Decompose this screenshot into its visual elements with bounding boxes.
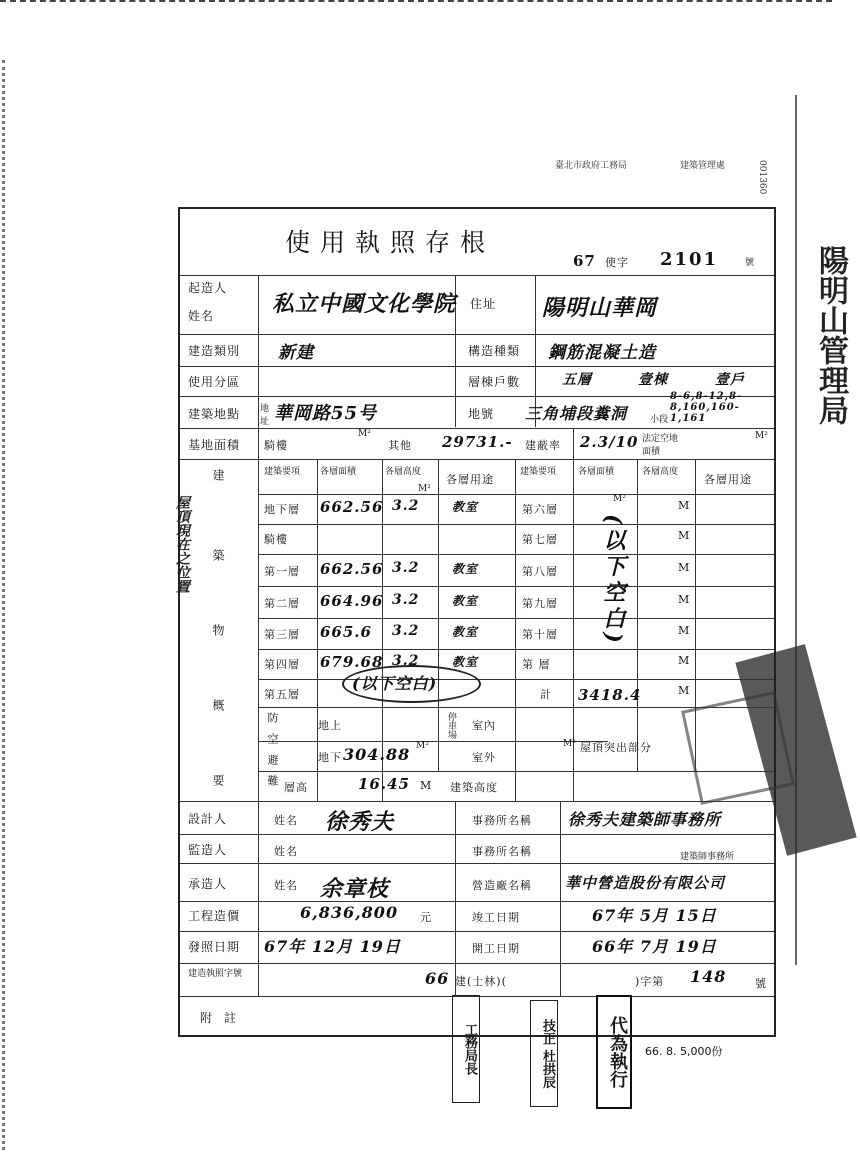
unit-m: M	[678, 593, 691, 606]
print-run-note: 66. 8. 5,000份	[645, 1045, 723, 1058]
unit-m: M	[678, 561, 691, 574]
right-margin-mark: 陽明山管理局	[813, 245, 848, 425]
row-line	[180, 901, 774, 902]
supervisor-office: 建築師事務所	[680, 852, 735, 862]
floor-use: 教室	[452, 500, 479, 514]
unit-m2: M²	[613, 494, 626, 504]
col-line	[515, 459, 516, 801]
unit-m: M	[678, 624, 691, 637]
floor-height: 3.2	[392, 560, 420, 576]
applicant-name: 私立中國文化學院	[272, 291, 457, 317]
supervisor-label: 監造人	[188, 843, 228, 857]
top-stamp-text-2: 建築管理處	[680, 161, 726, 171]
location-value: 華岡路55号	[274, 403, 378, 424]
shelter-above-label: 地上	[318, 719, 342, 732]
buildings-value: 壹棟	[638, 372, 668, 388]
location-label: 建築地點	[188, 407, 241, 421]
shelter-below-value: 304.88	[343, 745, 411, 764]
coverage-label: 建蔽率	[525, 439, 561, 452]
unit-m: M	[678, 499, 691, 512]
row-line	[258, 586, 774, 587]
building-height-label: 建築高度	[450, 781, 498, 794]
header-use: 各層用途	[446, 473, 494, 486]
seal-bureau-chief: 工務局長	[452, 995, 480, 1103]
start-date-label: 開工日期	[472, 942, 520, 955]
row-line	[180, 459, 774, 460]
row-line	[180, 366, 774, 367]
vertical-label-4: 概	[211, 699, 225, 712]
permit-char-2: )字第	[635, 975, 665, 988]
category-label: 建造類別	[188, 344, 241, 358]
blank-note: (以下空白)	[352, 674, 438, 693]
permit-stub-form	[178, 207, 776, 1037]
parking-label: 停車場	[446, 712, 456, 739]
floors-value: 五層	[562, 372, 592, 388]
row-line	[258, 494, 774, 495]
contractor-company: 華中營造股份有限公司	[565, 874, 726, 892]
cost-label: 工程造價	[188, 909, 241, 923]
floor-name-2: 第六層	[522, 503, 558, 516]
header-area: 各層面積	[320, 467, 357, 477]
vertical-label-5: 要	[211, 774, 225, 787]
floor-area: 664.96	[320, 592, 384, 610]
row-line	[180, 801, 774, 802]
start-date: 66年 7月 19日	[592, 937, 717, 956]
floor-name-2: 第七層	[522, 533, 558, 546]
unit-m: M	[678, 529, 691, 542]
floor-name: 第一層	[264, 565, 300, 578]
supervisor-office-label: 事務所名稱	[472, 845, 532, 858]
header-item-2: 建築要項	[520, 467, 557, 477]
seal-engineer: 技正 杜拱辰	[530, 1000, 558, 1107]
other-label: 其他	[388, 439, 412, 452]
arcade-unit: M²	[358, 429, 371, 439]
arcade-label: 騎樓	[264, 439, 288, 452]
applicant-label-2: 姓名	[188, 309, 215, 323]
floor-height-label: 層高	[284, 781, 308, 794]
doc-year: 67	[573, 252, 596, 270]
header-height: 各層高度	[385, 467, 422, 477]
floor-use: 教室	[452, 625, 479, 639]
cost-value: 6,836,800	[300, 903, 399, 922]
floor-use: 教室	[452, 562, 479, 576]
col-line	[455, 801, 456, 996]
floor-name-2: 第九層	[522, 597, 558, 610]
top-stamp-text-1: 臺北市政府工務局	[555, 161, 628, 171]
doc-suffix: 號	[745, 258, 755, 268]
notes-label: 附註	[200, 1011, 249, 1025]
floor-name: 第五層	[264, 688, 300, 701]
scan-edge	[0, 0, 832, 5]
floor-area: 679.68	[320, 653, 384, 671]
parking-indoor: 室內	[472, 719, 496, 732]
vertical-label-2: 築	[211, 549, 225, 562]
permit-number: 148	[690, 967, 727, 986]
address-small-label: 地址	[260, 404, 270, 427]
designer-name: 徐秀夫	[325, 809, 395, 835]
floor-use: 教室	[452, 655, 479, 669]
legal-open-label: 法定空地面積	[642, 434, 679, 457]
vertical-label-1: 建	[211, 469, 225, 481]
row-line	[258, 679, 774, 680]
unit-m: M	[678, 654, 691, 667]
floor-name: 第二層	[264, 597, 300, 610]
col-line	[560, 801, 561, 996]
shelter-below-label: 地下	[318, 751, 342, 764]
floor-name-2: 第十層	[522, 628, 558, 641]
shelter-label: 防空避難	[266, 712, 279, 796]
designer-office: 徐秀夫建築師事務所	[568, 810, 722, 829]
doc-number: 2101	[660, 249, 719, 270]
issue-date-label: 發照日期	[188, 940, 241, 954]
top-stamp-number: 001360	[757, 160, 767, 195]
lot-numbers: 8-6,8-12,8-8,160,160-1,161	[670, 391, 743, 424]
parking-unit: M²	[563, 739, 576, 749]
header-item: 建築要項	[264, 467, 301, 477]
row-line	[258, 649, 774, 650]
roof-label: 屋頂突出部分	[580, 741, 652, 754]
floor-name: 地下層	[264, 503, 300, 516]
completion-date: 67年 5月 15日	[592, 906, 717, 925]
row-line	[258, 618, 774, 619]
header-height-2: 各層高度	[642, 467, 679, 477]
row-line	[180, 334, 774, 335]
blank-note-vertical: (以下空白)	[600, 514, 626, 647]
scan-left-edge	[2, 60, 9, 1150]
total-area: 3418.4	[578, 686, 642, 704]
floor-name: 騎樓	[264, 533, 288, 546]
floor-height: 3.2	[392, 498, 420, 514]
left-margin-note: 屋頂現在之位置	[174, 495, 190, 593]
legal-open-unit: M²	[755, 431, 768, 441]
contractor-label: 承造人	[188, 877, 228, 891]
floor-height: 3.2	[392, 592, 420, 608]
permit-no-label: 建造執照字號	[188, 969, 243, 979]
issue-date: 67年 12月 19日	[264, 937, 401, 956]
vertical-label-3: 物	[211, 624, 225, 637]
floor-height: 3.2	[392, 653, 420, 669]
floor-area: 662.56	[320, 560, 384, 578]
floor-name-2: 第 層	[522, 658, 551, 671]
structure-label: 構造種類	[468, 344, 521, 358]
permit-char: 建(士林)(	[455, 975, 507, 988]
contractor-name: 余章枝	[320, 876, 390, 902]
applicant-label-1: 起造人	[188, 281, 228, 295]
row-line	[180, 931, 774, 932]
top-stamp	[555, 160, 775, 205]
form-title: 使用執照存根	[285, 228, 496, 257]
site-area-label: 基地面積	[188, 438, 241, 452]
floor-name: 第三層	[264, 628, 300, 641]
unit-m: M	[678, 684, 691, 697]
lot-value: 三角埔段糞洞	[525, 404, 628, 423]
header-area-2: 各層面積	[578, 467, 615, 477]
designer-office-label: 事務所名稱	[472, 814, 532, 827]
header-use-2: 各層用途	[704, 473, 752, 486]
permit-year: 66	[425, 969, 450, 988]
contractor-name-label: 姓名	[274, 879, 298, 892]
col-line	[438, 459, 439, 771]
overlay-stamp	[681, 691, 795, 805]
permit-suffix: 號	[755, 977, 767, 990]
doc-char: 使字	[605, 256, 629, 269]
floor-height: 3.2	[392, 623, 420, 639]
lot-label: 地號	[468, 407, 495, 421]
floor-use: 教室	[452, 594, 479, 608]
row-line	[180, 863, 774, 864]
structure-value: 鋼筋混凝土造	[548, 343, 656, 363]
row-line	[180, 963, 774, 964]
parking-outdoor: 室外	[472, 751, 496, 764]
designer-label: 設計人	[188, 812, 228, 826]
floor-name-2: 計	[540, 688, 552, 701]
units-value: 壹戶	[715, 372, 745, 388]
floor-name-2: 第八層	[522, 565, 558, 578]
other-value: 29731.-	[442, 433, 513, 451]
supervisor-name-label: 姓名	[274, 845, 298, 858]
floor-height-value: 16.45	[358, 775, 410, 793]
floor-height-unit: M	[420, 779, 433, 792]
col-line	[637, 459, 638, 771]
floor-area: 665.6	[320, 623, 372, 641]
shelter-unit: M²	[416, 741, 429, 751]
floor-area: 662.56	[320, 498, 384, 516]
row-line	[180, 834, 774, 835]
address-value: 陽明山華岡	[542, 295, 658, 321]
lot-small-label: 小段	[650, 415, 669, 425]
seal-acting: 代為執行	[596, 995, 632, 1109]
category-value: 新建	[278, 343, 314, 363]
address-label: 住址	[470, 297, 497, 311]
row-line	[258, 524, 774, 525]
row-line	[258, 554, 774, 555]
zone-label: 使用分區	[188, 375, 241, 389]
cost-unit: 元	[420, 911, 432, 924]
coverage-value: 2.3/10	[580, 433, 639, 451]
row-line	[180, 428, 774, 429]
contractor-company-label: 營造廠名稱	[472, 879, 532, 892]
designer-name-label: 姓名	[274, 814, 298, 827]
completion-label: 竣工日期	[472, 911, 520, 924]
row-line	[258, 741, 608, 742]
floor-name: 第四層	[264, 658, 300, 671]
col-line	[258, 275, 259, 996]
unit-m2: M²	[418, 484, 431, 494]
floors-label: 層棟戶數	[468, 375, 521, 389]
row-line	[180, 275, 774, 276]
